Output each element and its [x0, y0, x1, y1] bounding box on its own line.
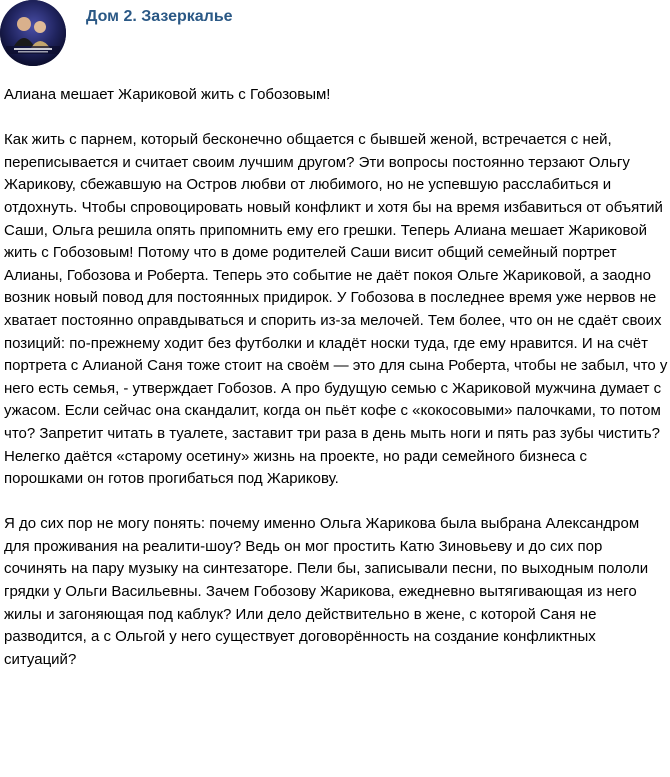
post-paragraph-2: Я до сих пор не могу понять: почему именно Ольга Жарикова была выбрана Александром для проживания на реалити-шоу? Ведь он мог простить Катю Зиновьеву и до сих пор сочинять на пару музыку на синтезаторе. Пели бы, записывали песни, по выходным пололи грядки у Ольги Васильевны. Зачем Гобозову Жарикова, ежедневно вытягивающая из него жилы и загоняющая под каблук? Или дело действительно в жене, с которой Саня не разводится, а с Ольгой у него существует договорённость на создание конфликтных ситуаций? [4, 515, 649, 668]
post-header [0, 0, 670, 70]
group-avatar[interactable] [0, 0, 66, 66]
post-paragraph-1: Как жить с парнем, который бесконечно общается с бывшей женой, встречается с ней, переписывается и считает своим лучшим другом? Эти вопросы постоянно терзают Ольгу Жарикову, сбежавшую на Остров любви от любимого, но не успевшую расслабиться и отдохнуть. Чтобы спровоцировать новый конфликт и хотя бы на время избавиться от объятий Саши, Ольга решила опять припомнить ему его грешки. Теперь Алиана мешает Жариковой жить с Гобозовым! Потому что в доме родителей Саши висит общий семейный портрет Алианы, Гобозова и Роберта. Теперь это событие не даёт покоя Ольге Жариковой, а заодно возник новый повод для постоянных придирок. У Гобозова в последнее время уже нервов не хватает постоянно оправдываться и спорить из-за мелочей. Тем более, что он не сдаёт своих позиций: по-прежнему ходит без футболки и кладёт носки туда, где ему нравится. И на счёт портрета с Алианой Саня тоже стоит на своём — это для сына Роберта, чтобы не забыл, что у него есть семья, - утверждает Гобозов. А про будущую семью с Жариковой мужчина думает с ужасом. Если сейчас она скандалит, когда он пьёт кофе с «кокосовыми» палочками, то потом что? Запретит читать в туалете, заставит три раза в день мыть ноги и пять раз зубы чистить? Нелегко даётся «старому осетину» жизнь на проекте, но ради семейного бизнеса с порошками он готов прогибаться под Жарикову. [4, 131, 668, 488]
group-name-link[interactable]: Дом 2. Зазеркалье [86, 8, 233, 25]
post-text [4, 84, 668, 671]
group-avatar-icon [0, 0, 66, 66]
post-title: Алиана мешает Жариковой жить с Гобозовым! [4, 86, 331, 103]
